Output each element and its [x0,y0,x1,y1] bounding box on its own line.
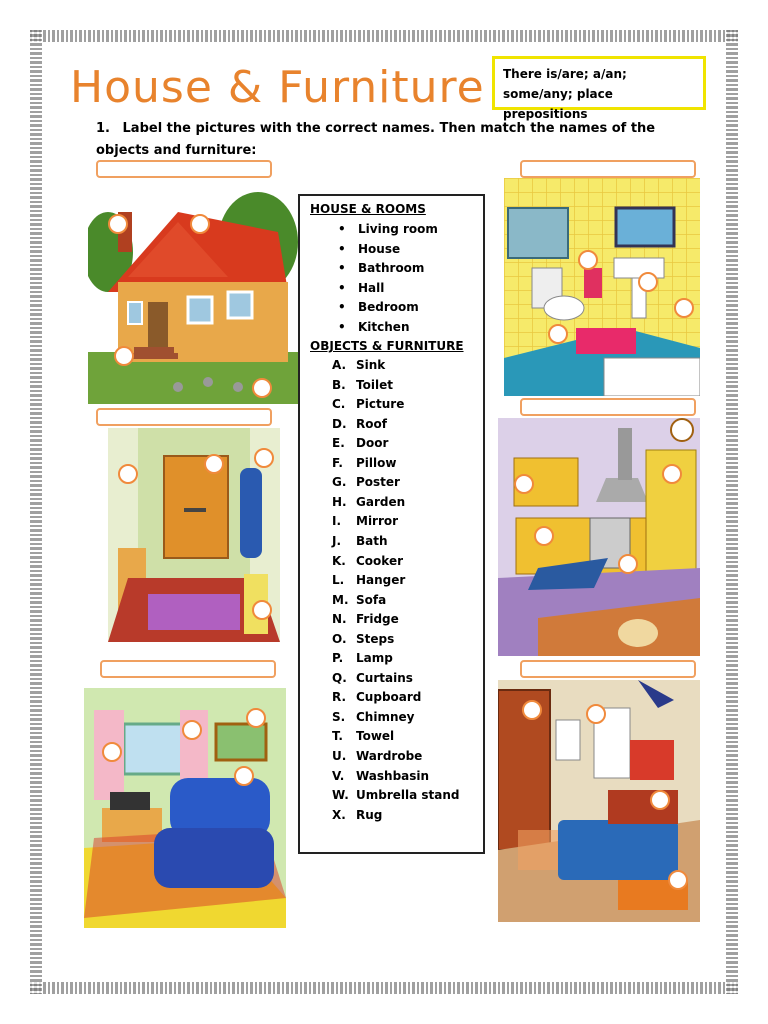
answer-circle[interactable] [534,526,554,546]
object-letter: C. [332,397,346,412]
object-letter: P. [332,651,344,666]
label-box-kitchen[interactable] [520,398,696,416]
answer-circle[interactable] [204,454,224,474]
object-letter: V. [332,768,345,783]
object-name: Sofa [356,592,387,607]
page-border-bottom [30,982,738,994]
object-name: Curtains [356,670,413,685]
answer-circle[interactable] [522,700,542,720]
object-letter: R. [332,690,347,705]
object-name: Lamp [356,651,393,666]
object-name: Hanger [356,573,406,588]
answer-circle[interactable] [638,272,658,292]
object-letter: U. [332,749,347,763]
room-item: • Living room [358,222,438,236]
object-letter: W. [332,788,349,803]
answer-circle[interactable] [108,214,128,234]
object-letter: K. [332,553,346,568]
room-item: • Hall [358,281,384,295]
object-name: Steps [356,631,395,646]
instruction-text: Label the pictures with the correct names. Then match the names of the objects and furniture: [96,121,656,158]
label-box-hall[interactable] [96,408,272,426]
object-letter: I. [332,514,342,529]
object-letter: Q. [332,670,347,685]
object-letter: O. [332,631,347,646]
object-letter: G. [332,475,347,490]
answer-circle[interactable] [586,704,606,724]
object-letter: L. [332,573,345,588]
object-name: Roof [356,416,387,431]
answer-circle[interactable] [548,324,568,344]
object-letter: E. [332,436,345,451]
object-name: Garden [356,494,406,509]
room-item: • Bathroom [358,261,424,275]
object-name: Chimney [356,709,415,724]
object-name: Towel [356,729,395,744]
label-box-bedroom[interactable] [520,660,696,678]
object-letter: H. [332,494,347,509]
label-box-bathroom[interactable] [520,160,696,178]
object-name: Sink [356,358,386,372]
room-item: • Kitchen [358,320,410,334]
instruction-number: 1. [96,121,110,136]
object-letter: N. [332,612,347,627]
answer-circle[interactable] [118,464,138,484]
kitchen-picture [498,418,700,656]
bathroom-picture [504,178,700,396]
label-box-living-room[interactable] [100,660,276,678]
object-letter: A. [332,358,347,372]
answer-circle[interactable] [254,448,274,468]
instruction [96,118,696,162]
object-name: Toilet [356,377,393,392]
object-letter: B. [332,377,346,392]
rooms-heading: HOUSE & ROOMS [310,202,426,216]
label-box-house[interactable] [96,160,272,178]
object-name: Wardrobe [356,749,423,763]
answer-circle[interactable] [650,790,670,810]
object-name: Mirror [356,514,399,529]
object-letter: D. [332,416,347,431]
object-name: Poster [356,475,400,490]
object-name: Bath [356,533,388,548]
page-border-right [726,30,738,994]
answer-circle[interactable] [662,464,682,484]
object-name: Washbasin [356,768,430,783]
object-name: Umbrella stand [356,788,460,803]
object-letter: X. [332,807,346,822]
object-letter: T. [332,729,343,744]
answer-circle[interactable] [618,554,638,574]
answer-circle[interactable] [668,870,688,890]
page-border-top [30,30,738,42]
page-title: House & Furniture [70,62,485,113]
object-name: Picture [356,397,405,412]
answer-circle[interactable] [252,378,272,398]
object-name: Cooker [356,553,404,568]
object-letter: F. [332,455,343,470]
object-letter: M. [332,592,349,607]
word-box [298,194,485,854]
object-name: Door [356,436,389,451]
room-item: • Bedroom [358,300,419,314]
answer-circle[interactable] [182,720,202,740]
page-border-left [30,30,42,994]
answer-circle[interactable] [674,298,694,318]
answer-circle[interactable] [246,708,266,728]
answer-circle[interactable] [252,600,272,620]
room-item: • House [358,242,400,256]
answer-circle[interactable] [514,474,534,494]
object-name: Rug [356,807,383,822]
topic-box: There is/are; a/an; some/any; place prepositions [492,56,706,110]
object-letter: S. [332,709,346,724]
answer-circle[interactable] [190,214,210,234]
answer-circle[interactable] [578,250,598,270]
answer-circle[interactable] [234,766,254,786]
object-name: Fridge [356,612,399,627]
object-name: Pillow [356,455,397,470]
object-letter: J. [332,533,342,548]
answer-circle[interactable] [114,346,134,366]
object-name: Cupboard [356,690,422,705]
objects-heading: OBJECTS & FURNITURE [310,339,464,353]
answer-circle[interactable] [102,742,122,762]
